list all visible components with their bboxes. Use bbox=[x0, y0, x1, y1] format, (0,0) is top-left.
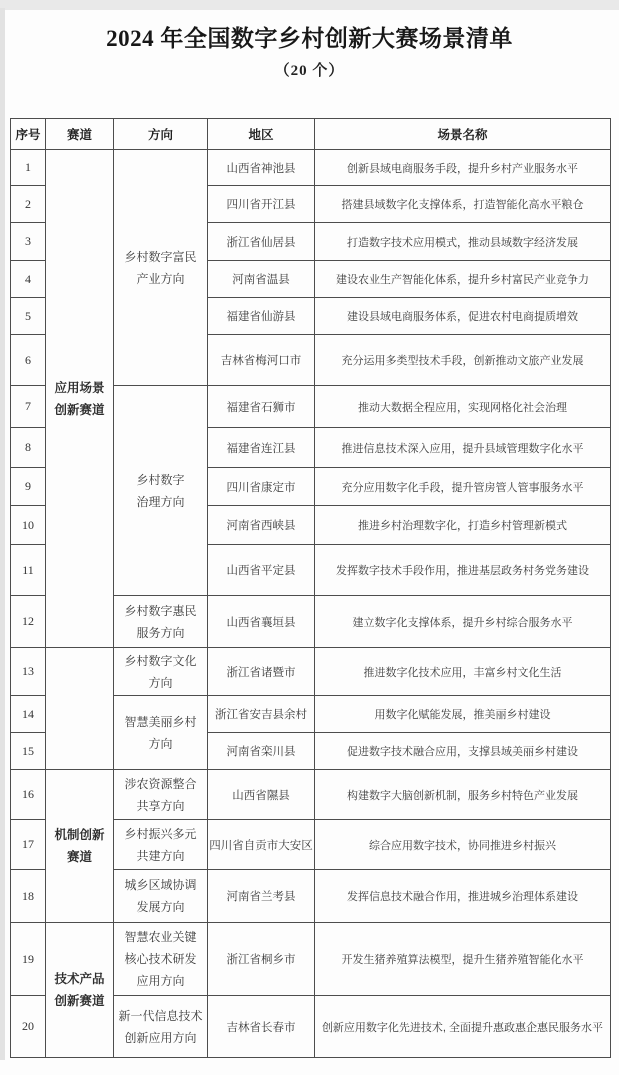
direction-cell-line: 乡村数字 bbox=[136, 472, 185, 487]
scene-name-cell: 创新县域电商服务手段，提升乡村产业服务水平 bbox=[315, 150, 611, 186]
row-number-cell: 18 bbox=[11, 870, 46, 923]
scene-name-cell: 用数字化赋能发展，推美丽乡村建设 bbox=[315, 696, 611, 733]
scene-name-cell: 建设农业生产智能化体系，提升乡村富民产业竞争力 bbox=[315, 261, 611, 298]
scene-name-cell: 创新应用数字化先进技术, 全面提升惠政惠企惠民服务水平 bbox=[315, 996, 611, 1058]
track-cell-line: 创新赛道 bbox=[54, 402, 105, 417]
region-cell: 浙江省安吉县余村 bbox=[208, 696, 315, 733]
direction-cell-line: 应用方向 bbox=[136, 974, 185, 988]
direction-cell-line: 治理方向 bbox=[136, 494, 185, 509]
direction-cell-line: 方向 bbox=[148, 675, 173, 690]
row-number-cell: 10 bbox=[11, 506, 46, 545]
region-cell: 河南省西峡县 bbox=[208, 506, 315, 545]
scene-name-cell: 促进数字技术融合应用，支撑县域美丽乡村建设 bbox=[315, 733, 611, 770]
direction-cell-line: 服务方向 bbox=[136, 625, 185, 640]
region-cell: 福建省仙游县 bbox=[208, 298, 315, 335]
row-number-cell: 20 bbox=[11, 996, 46, 1058]
region-cell: 四川省康定市 bbox=[208, 468, 315, 506]
direction-cell-line: 共建方向 bbox=[136, 848, 185, 863]
region-cell: 山西省平定县 bbox=[208, 545, 315, 596]
region-cell: 河南省栾川县 bbox=[208, 733, 315, 770]
scene-name-cell: 发挥信息技术融合作用，推进城乡治理体系建设 bbox=[315, 870, 611, 923]
region-cell: 浙江省仙居县 bbox=[208, 223, 315, 261]
direction-cell-line: 乡村振兴多元 bbox=[124, 826, 197, 841]
track-cell-line: 创新赛道 bbox=[54, 994, 105, 1008]
column-header: 地区 bbox=[208, 119, 315, 150]
direction-cell-line: 创新应用方向 bbox=[124, 1030, 197, 1045]
scene-name-cell: 充分应用数字化手段，提升管房管人管事服务水平 bbox=[315, 468, 611, 506]
direction-cell bbox=[114, 996, 208, 1058]
scene-name-cell: 综合应用数字技术，协同推进乡村振兴 bbox=[315, 820, 611, 870]
direction-cell bbox=[114, 820, 208, 870]
row-number-cell: 14 bbox=[11, 696, 46, 733]
scene-name-cell: 建立数字化支撑体系，提升乡村综合服务水平 bbox=[315, 596, 611, 648]
direction-cell bbox=[114, 696, 208, 770]
region-cell: 四川省自贡市大安区 bbox=[208, 820, 315, 870]
direction-cell-line: 核心技术研发 bbox=[124, 952, 197, 966]
scan-edge-top bbox=[0, 0, 619, 10]
scene-name-cell: 充分运用多类型技术手段，创新推动文旅产业发展 bbox=[315, 335, 611, 386]
scene-name-cell: 开发生猪养殖算法模型，提升生猪养殖智能化水平 bbox=[315, 923, 611, 996]
row-number-cell: 6 bbox=[11, 335, 46, 386]
direction-cell-line: 涉农资源整合 bbox=[124, 776, 197, 791]
direction-cell bbox=[114, 770, 208, 820]
table-row bbox=[11, 648, 611, 696]
region-cell: 河南省温县 bbox=[208, 261, 315, 298]
track-cell bbox=[46, 150, 114, 648]
scene-name-cell: 推进数字化技术应用，丰富乡村文化生活 bbox=[315, 648, 611, 696]
region-cell: 浙江省诸暨市 bbox=[208, 648, 315, 696]
table-row bbox=[11, 770, 611, 820]
region-cell: 浙江省桐乡市 bbox=[208, 923, 315, 996]
region-cell: 吉林省长春市 bbox=[208, 996, 315, 1058]
row-number-cell: 4 bbox=[11, 261, 46, 298]
table-header-row bbox=[11, 119, 611, 150]
direction-cell-line: 发展方向 bbox=[136, 900, 185, 914]
row-number-cell: 17 bbox=[11, 820, 46, 870]
table-row bbox=[11, 923, 611, 996]
row-number-cell: 7 bbox=[11, 386, 46, 428]
track-cell-line: 赛道 bbox=[66, 850, 92, 864]
region-cell: 福建省石狮市 bbox=[208, 386, 315, 428]
track-cell bbox=[46, 923, 114, 1058]
row-number-cell: 9 bbox=[11, 468, 46, 506]
row-number-cell: 2 bbox=[11, 186, 46, 223]
region-cell: 河南省兰考县 bbox=[208, 870, 315, 923]
direction-cell bbox=[114, 150, 208, 386]
direction-cell-line: 产业方向 bbox=[136, 271, 185, 286]
row-number-cell: 11 bbox=[11, 545, 46, 596]
direction-cell bbox=[114, 386, 208, 596]
region-cell: 山西省襄垣县 bbox=[208, 596, 315, 648]
scene-name-cell: 建设县域电商服务体系，促进农村电商提质增效 bbox=[315, 298, 611, 335]
direction-cell-line: 乡村数字富民 bbox=[124, 249, 197, 264]
row-number-cell: 13 bbox=[11, 648, 46, 696]
region-cell: 吉林省梅河口市 bbox=[208, 335, 315, 386]
direction-cell bbox=[114, 923, 208, 996]
row-number-cell: 5 bbox=[11, 298, 46, 335]
track-cell-line: 技术产品 bbox=[54, 972, 105, 986]
track-cell bbox=[46, 770, 114, 923]
region-cell: 四川省开江县 bbox=[208, 186, 315, 223]
direction-cell-line: 智慧美丽乡村 bbox=[124, 714, 197, 729]
document-title: 2024 年全国数字乡村创新大赛场景清单 bbox=[106, 26, 513, 51]
direction-cell-line: 乡村数字文化 bbox=[124, 653, 197, 668]
row-number-cell: 3 bbox=[11, 223, 46, 261]
scene-name-cell: 推进信息技术深入应用，提升县域管理数字化水平 bbox=[315, 428, 611, 468]
scene-name-cell: 打造数字技术应用模式，推动县域数字经济发展 bbox=[315, 223, 611, 261]
row-number-cell: 16 bbox=[11, 770, 46, 820]
row-number-cell: 19 bbox=[11, 923, 46, 996]
direction-cell-line: 新一代信息技术 bbox=[118, 1008, 203, 1023]
region-cell: 福建省连江县 bbox=[208, 428, 315, 468]
direction-cell bbox=[114, 596, 208, 648]
column-header: 方向 bbox=[114, 119, 208, 150]
scene-name-cell: 构建数字大脑创新机制，服务乡村特色产业发展 bbox=[315, 770, 611, 820]
direction-cell-line: 城乡区域协调 bbox=[124, 878, 197, 892]
scene-name-cell: 搭建县域数字化支撑体系，打造智能化高水平粮仓 bbox=[315, 186, 611, 223]
scene-list-table bbox=[10, 118, 611, 1058]
row-number-cell: 1 bbox=[11, 150, 46, 186]
scene-name-cell: 推进乡村治理数字化，打造乡村管理新模式 bbox=[315, 506, 611, 545]
scene-name-cell: 推动大数据全程应用，实现网格化社会治理 bbox=[315, 386, 611, 428]
direction-cell-line: 乡村数字惠民 bbox=[124, 603, 197, 618]
track-cell-empty bbox=[46, 648, 114, 770]
column-header: 赛道 bbox=[46, 119, 114, 150]
row-number-cell: 12 bbox=[11, 596, 46, 648]
region-cell: 山西省隰县 bbox=[208, 770, 315, 820]
row-number-cell: 8 bbox=[11, 428, 46, 468]
direction-cell-line: 方向 bbox=[148, 736, 173, 751]
region-cell: 山西省神池县 bbox=[208, 150, 315, 186]
row-number-cell: 15 bbox=[11, 733, 46, 770]
direction-cell-line: 共享方向 bbox=[136, 798, 185, 813]
scene-name-cell: 发挥数字技术手段作用，推进基层政务村务党务建设 bbox=[315, 545, 611, 596]
column-header: 场景名称 bbox=[315, 119, 611, 150]
direction-cell bbox=[114, 648, 208, 696]
column-header: 序号 bbox=[11, 119, 46, 150]
scan-edge-left bbox=[0, 8, 5, 1060]
track-cell-line: 应用场景 bbox=[54, 380, 105, 395]
table-row bbox=[11, 150, 611, 186]
direction-cell bbox=[114, 870, 208, 923]
direction-cell-line: 智慧农业关键 bbox=[124, 930, 197, 944]
document-subtitle: （20 个） bbox=[274, 63, 345, 79]
track-cell-line: 机制创新 bbox=[54, 828, 105, 842]
